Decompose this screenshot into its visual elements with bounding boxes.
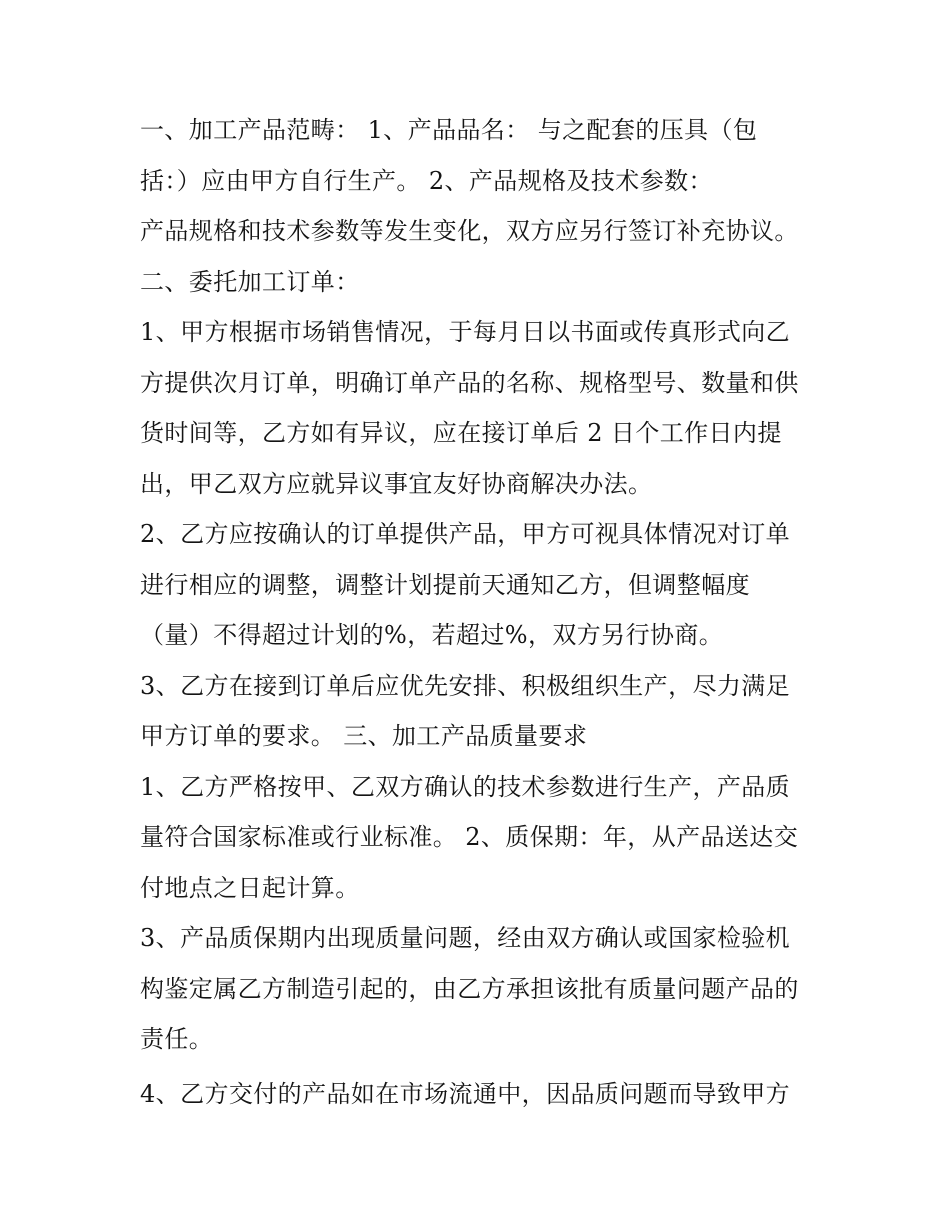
text-line-17: 3、产品质保期内出现质量问题，经由双方确认或国家检验机 [140,924,791,952]
text-line-9: 2、乙方应按确认的订单提供产品，甲方可视具体情况对订单 [140,520,791,548]
text-line-2: 括：）应由甲方自行生产。 2、产品规格及技术参数： [140,167,713,195]
text-line-12: 3、乙方在接到订单后应优先安排、积极组织生产，尽力满足 [140,672,791,700]
section-heading-2: 二、委托加工订单： [140,268,360,296]
text-line-1: 一、加工产品范畴： 1、产品品名： 与之配套的压具（包 [140,116,758,144]
text-line-20: 4、乙方交付的产品如在市场流通中，因品质问题而导致甲方 [140,1080,791,1108]
text-line-6: 方提供次月订单，明确订单产品的名称、规格型号、数量和供 [140,369,799,397]
text-line-11: （量）不得超过计划的%，若超过%，双方另行协商。 [140,621,724,649]
text-line-16: 付地点之日起计算。 [140,874,360,902]
text-line-14: 1、乙方严格按甲、乙双方确认的技术参数进行生产，产品质 [140,773,791,801]
text-line-15: 量符合国家标准或行业标准。 2、质保期：年，从产品送达交 [140,823,799,851]
text-line-13: 甲方订单的要求。 三、加工产品质量要求 [140,722,588,750]
text-line-18: 构鉴定属乙方制造引起的，由乙方承担该批有质量问题产品的 [140,975,799,1003]
text-line-7: 货时间等，乙方如有异议，应在接订单后 2 日个工作日内提 [140,419,782,447]
text-line-19: 责任。 [140,1025,214,1053]
text-line-10: 进行相应的调整，调整计划提前天通知乙方，但调整幅度 [140,571,750,599]
text-line-5: 1、甲方根据市场销售情况，于每月日以书面或传真形式向乙 [140,318,791,346]
text-line-8: 出，甲乙双方应就异议事宜友好协商解决办法。 [140,470,653,498]
text-line-3: 产品规格和技术参数等发生变化，双方应另行签订补充协议。 [140,217,799,245]
